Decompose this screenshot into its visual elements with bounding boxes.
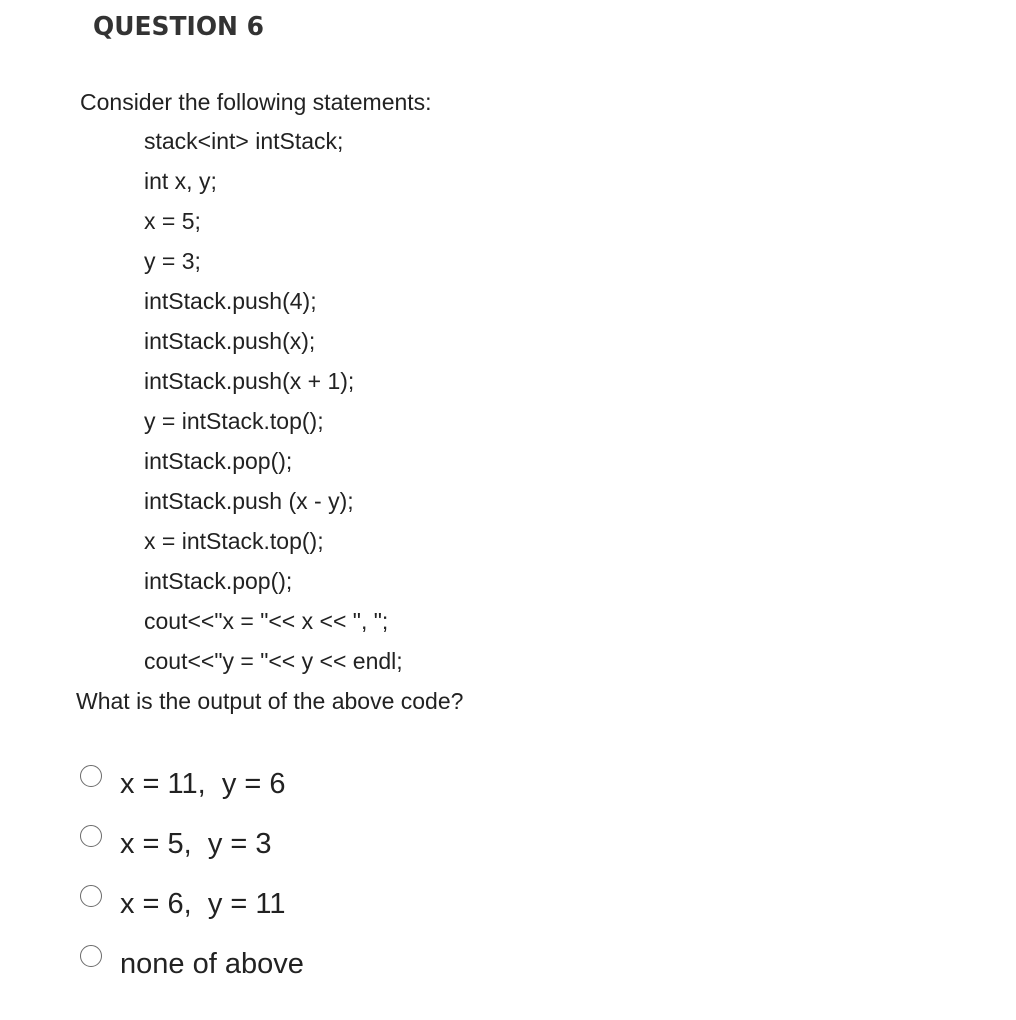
radio-button[interactable] bbox=[80, 885, 102, 907]
code-line: stack<int> intStack; bbox=[144, 128, 344, 154]
code-line: intStack.pop(); bbox=[144, 568, 293, 594]
code-line: cout<<"y = "<< y << endl; bbox=[144, 648, 403, 674]
answer-label: none of above bbox=[120, 948, 304, 980]
code-line: y = 3; bbox=[144, 248, 201, 274]
answer-label: x = 6, y = 11 bbox=[120, 888, 286, 920]
answer-label: x = 5, y = 3 bbox=[120, 828, 272, 860]
code-line: int x, y; bbox=[144, 168, 217, 194]
code-line: intStack.push(4); bbox=[144, 288, 317, 314]
code-line: intStack.push(x); bbox=[144, 328, 316, 354]
question-title: QUESTION 6 bbox=[93, 12, 264, 42]
code-line: intStack.push (x - y); bbox=[144, 488, 354, 514]
question-prompt: What is the output of the above code? bbox=[76, 688, 464, 714]
radio-button[interactable] bbox=[80, 825, 102, 847]
code-line: x = intStack.top(); bbox=[144, 528, 324, 554]
question-intro: Consider the following statements: bbox=[80, 89, 432, 115]
code-line: cout<<"x = "<< x << ", "; bbox=[144, 608, 389, 634]
radio-button[interactable] bbox=[80, 765, 102, 787]
code-line: y = intStack.top(); bbox=[144, 408, 324, 434]
code-line: x = 5; bbox=[144, 208, 201, 234]
code-line: intStack.pop(); bbox=[144, 448, 293, 474]
radio-button[interactable] bbox=[80, 945, 102, 967]
answer-label: x = 11, y = 6 bbox=[120, 768, 286, 800]
code-line: intStack.push(x + 1); bbox=[144, 368, 355, 394]
code-block bbox=[144, 126, 403, 686]
